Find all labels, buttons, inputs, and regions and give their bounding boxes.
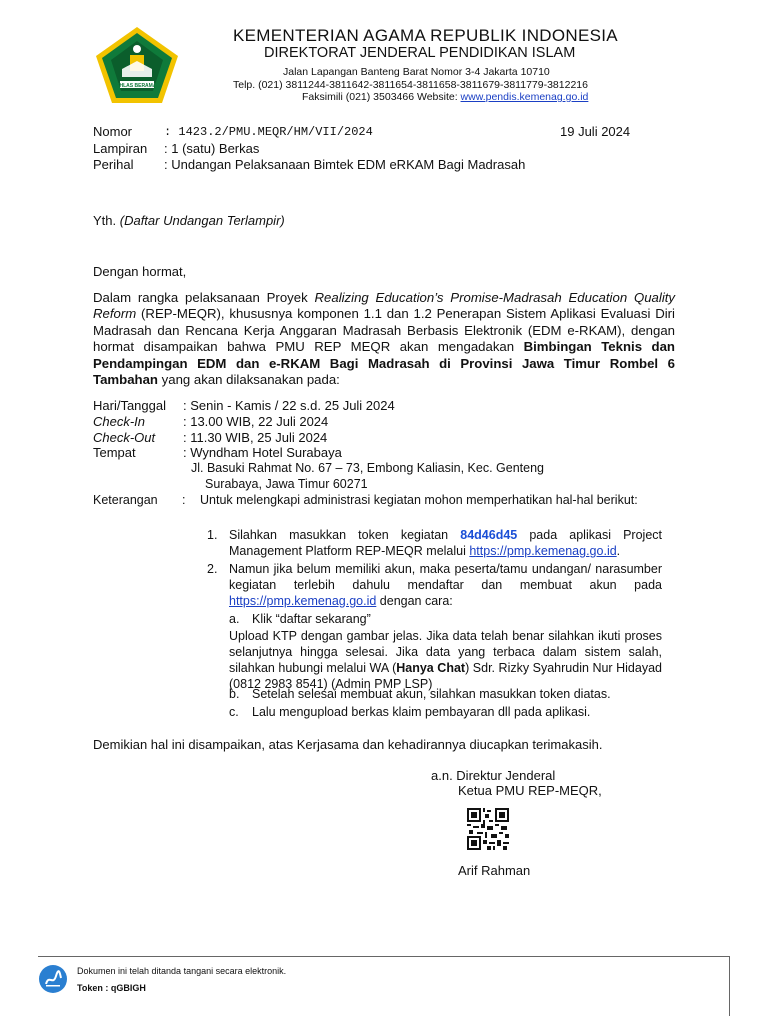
recipient <box>93 213 285 228</box>
sub-a-text: Klik “daftar sekarang” <box>252 612 371 626</box>
hotel-address-2: Surabaya, Jawa Timur 60271 <box>205 477 368 491</box>
pmp-link-1[interactable]: https://pmp.kemenag.go.id <box>469 544 617 558</box>
ministry-title: KEMENTERIAN AGAMA REPUBLIK INDONESIA <box>233 26 618 45</box>
tempat-label: Tempat <box>93 445 136 460</box>
fax-text: Faksimili (021) 3503466 Website: <box>302 91 461 103</box>
closing-text: Demikian hal ini disampaikan, atas Kerjasama dan kehadirannya diucapkan terimakasih. <box>93 737 603 752</box>
footer-divider-vertical <box>729 956 730 1016</box>
recipient-yth: Yth. <box>93 213 120 228</box>
upload-instructions <box>229 628 662 692</box>
recipient-list: (Daftar Undangan Terlampir) <box>119 213 285 228</box>
pmp-link-2[interactable]: https://pmp.kemenag.go.id <box>229 594 377 608</box>
e-signature-icon <box>38 964 68 994</box>
event-token: 84d46d45 <box>460 528 518 542</box>
nomor-label: Nomor <box>93 124 133 139</box>
checkout-value: : 11.30 WIB, 25 Juli 2024 <box>183 430 328 445</box>
keterangan-intro: Untuk melengkapi administrasi kegiatan mohon memperhatikan hal-hal berikut: <box>200 493 638 507</box>
footer-divider <box>38 956 730 957</box>
signature-role: Ketua PMU REP-MEQR, <box>458 783 602 798</box>
sub-a-letter: a. <box>229 612 240 626</box>
perihal-value: : Undangan Pelaksanaan Bimtek EDM eRKAM Bagi Madrasah <box>164 157 526 172</box>
item-1-text-a: Silahkan masukkan token kegiatan <box>229 528 461 542</box>
checkin-label: Check-In <box>93 414 146 429</box>
lampiran-value: : 1 (satu) Berkas <box>164 141 260 156</box>
footer-token: Token : qGBIGH <box>77 983 146 993</box>
nomor-value: : 1423.2/PMU.MEQR/HM/VII/2024 <box>164 125 373 139</box>
body-paragraph <box>93 290 675 388</box>
office-fax <box>302 91 588 103</box>
item-2-text-b: dengan cara: <box>376 594 453 608</box>
event-name: Bimbingan Teknis dan Pendampingan EDM dan e-RKAM Bagi Madrasah di Provinsi Jawa Timur Rombel 6 Tambahan <box>93 339 675 388</box>
item-1-text-b: pada aplikasi Project Management Platform REP-MEQR melalui <box>229 528 662 558</box>
chat-only: Hanya Chat <box>396 661 466 675</box>
body-text-1: Dalam rangka pelaksanaan Proyek <box>93 290 315 305</box>
office-phone: Telp. (021) 3811244-3811642-3811654-3811658-3811679-3811779-3812216 <box>233 79 588 91</box>
item-2-text-a: Namun jika belum memiliki akun, maka peserta/tamu undangan/ narasumber kegiatan terlebih dahulu mendaftar dan membuat akun pada <box>229 562 662 592</box>
item-2-number: 2. <box>207 562 218 576</box>
footer-note: Dokumen ini telah ditanda tangani secara elektronik. <box>77 966 287 976</box>
website-link[interactable]: www.pendis.kemenag.go.id <box>460 91 589 103</box>
checkout-label: Check-Out <box>93 430 156 445</box>
project-name: Realizing Education’s Promise-Madrasah Education Quality Reform <box>93 290 676 322</box>
item-1-number: 1. <box>207 528 218 542</box>
sub-c-letter: c. <box>229 705 239 719</box>
sub-c-text: Lalu mengupload berkas klaim pembayaran dll pada aplikasi. <box>252 705 591 719</box>
body-text-3: yang akan dilaksanakan pada: <box>157 372 340 388</box>
ministry-logo <box>94 25 180 105</box>
tempat-value: : Wyndham Hotel Surabaya <box>183 445 342 460</box>
body-text-2: (REP-MEQR), khususnya komponen 1.1 dan 1.2 Penerapan Sistem Aplikasi Evaluasi Diri Madrasah dan Rencana Kerja Anggaran Madrasah Berbasis Elektronik (EDM e-RKAM), dengan hormat disampaikan bahwa PMU REP MEQR akan mengadakan <box>93 306 675 355</box>
perihal-label: Perihal <box>93 157 134 172</box>
keterangan-label: Keterangan <box>93 493 158 507</box>
upload-text-b: ) Sdr. Rizky Syahrudin Nur Hidayad (0812 2983 8541) (Admin PMP LSP) <box>229 661 662 691</box>
signature-an: a.n. Direktur Jenderal <box>431 768 556 783</box>
upload-text-a: Upload KTP dengan gambar jelas. Jika data telah benar silahkan ikuti proses selanjutnya hingga selesai. Jika data yang terbaca dalam sistem salah, silahkan hubungi melalui WA ( <box>229 629 662 675</box>
sub-b-letter: b. <box>229 687 240 701</box>
checkin-value: : 13.00 WIB, 22 Juli 2024 <box>183 414 329 429</box>
qr-code <box>467 808 509 850</box>
greeting: Dengan hormat, <box>93 264 187 279</box>
logo-text: IKHLAS BERAMAL <box>114 83 160 89</box>
signatory-name: Arif Rahman <box>458 863 531 878</box>
hari-value: : Senin - Kamis / 22 s.d. 25 Juli 2024 <box>183 398 395 413</box>
item-1-text-c: . <box>616 544 621 558</box>
office-address: Jalan Lapangan Banteng Barat Nomor 3-4 Jakarta 10710 <box>283 66 550 78</box>
item-1 <box>229 527 662 559</box>
letter-date: 19 Juli 2024 <box>560 124 631 139</box>
hari-label: Hari/Tanggal <box>93 398 166 413</box>
directorate-title: DIREKTORAT JENDERAL PENDIDIKAN ISLAM <box>264 45 576 61</box>
hotel-address-1: Jl. Basuki Rahmat No. 67 – 73, Embong Kaliasin, Kec. Genteng <box>191 461 544 475</box>
item-2 <box>229 561 662 609</box>
keterangan-colon: : <box>182 493 186 507</box>
lampiran-label: Lampiran <box>93 141 148 156</box>
sub-b-text: Setelah selesai membuat akun, silahkan masukkan token diatas. <box>252 687 611 701</box>
